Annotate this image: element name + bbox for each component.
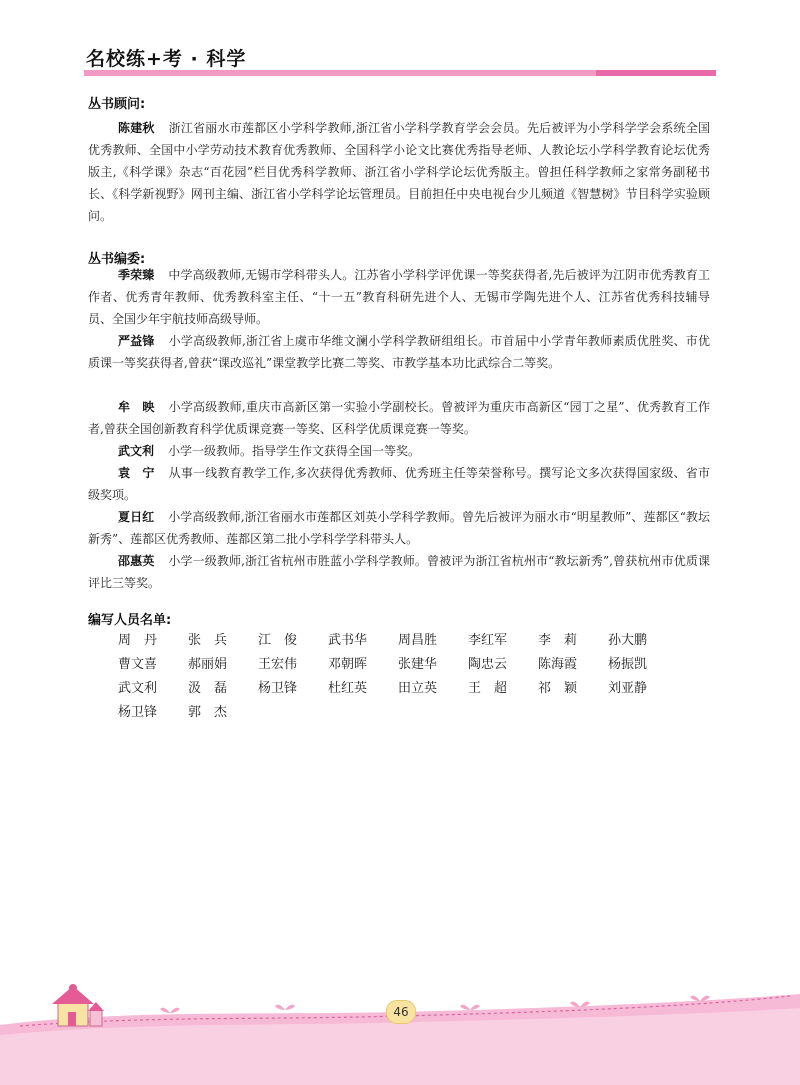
footer-decoration <box>0 980 800 1085</box>
writer-name: 王 超 <box>468 681 508 696</box>
writers-section-title: 编写人员名单: <box>88 613 172 628</box>
writer-name: 杨振凯 <box>608 657 648 672</box>
bio-text: 小学一级教师,浙江省杭州市胜蓝小学科学教师。曾被评为浙江省杭州市“教坛新秀”,曾获杭州市优质课评比三等奖。 <box>88 554 710 590</box>
bio-name: 严益锋 <box>118 334 155 348</box>
bio-paragraph <box>88 440 710 462</box>
bio-text: 中学高级教师,无锡市学科带头人。江苏省小学科学评优课一等奖获得者,先后被评为江阴市优秀教育工作者、优秀青年教师、优秀教科室主任、“十一五”教育科研先进个人、无锡市学陶先进个人、江苏省优秀科技辅导员、全国少年宇航技师高级导师。 <box>88 268 710 326</box>
page-number-badge: 46 <box>386 1000 416 1024</box>
writer-name: 江 俊 <box>258 633 298 648</box>
writer-name: 汲 磊 <box>188 681 228 696</box>
writer-name: 郝丽娟 <box>188 657 228 672</box>
writer-name: 陶忠云 <box>468 657 508 672</box>
editors-section-title: 丛书编委: <box>88 252 146 267</box>
bio-text: 从事一线教育教学工作,多次获得优秀教师、优秀班主任等荣誉称号。撰写论文多次获得国家级、省市级奖项。 <box>88 466 710 502</box>
bio-text: 小学高级教师,重庆市高新区第一实验小学副校长。曾被评为重庆市高新区“园丁之星”、优秀教育工作者,曾获全国创新教育科学优质课竞赛一等奖、区科学优质课竞赛一等奖。 <box>88 400 710 436</box>
writer-name: 祁 颖 <box>538 681 578 696</box>
writer-name: 张 兵 <box>188 633 228 648</box>
bio-name: 季荣臻 <box>118 268 155 282</box>
house-icon <box>52 984 104 1026</box>
bio-paragraph <box>88 264 710 330</box>
page-header-title: 名校练+考 · 科学 <box>86 48 247 70</box>
bio-paragraph <box>88 330 710 374</box>
writer-name: 武文利 <box>118 681 158 696</box>
writer-name: 杨卫锋 <box>118 705 158 720</box>
bio-name: 夏日红 <box>118 510 155 524</box>
bio-paragraph <box>88 462 710 506</box>
bio-text: 小学高级教师,浙江省丽水市莲都区刘英小学科学教师。曾先后被评为丽水市“明星教师”、莲都区“教坛新秀”、莲都区优秀教师、莲都区第二批小学科学学科带头人。 <box>88 510 710 546</box>
bio-name: 武文利 <box>118 444 155 458</box>
bio-text: 小学高级教师,浙江省上虞市华维文澜小学科学教研组组长。市首届中小学青年教师素质优胜奖、市优质课一等奖获得者,曾获“课改巡礼”课堂教学比赛二等奖、市教学基本功比武综合二等奖。 <box>88 334 710 370</box>
writer-name: 刘亚静 <box>608 681 648 696</box>
writer-name: 杜红英 <box>328 681 368 696</box>
writer-name: 武书华 <box>328 633 368 648</box>
writer-name: 田立英 <box>398 681 438 696</box>
bio-name: 陈建秋 <box>118 121 155 135</box>
header-bar-accent <box>596 70 716 76</box>
bio-name: 邵惠英 <box>118 554 155 568</box>
writer-name: 周 丹 <box>118 633 158 648</box>
writer-name: 王宏伟 <box>258 657 298 672</box>
bio-name: 袁 宁 <box>118 466 155 480</box>
writer-name: 郭 杰 <box>188 705 228 720</box>
writer-name: 孙大鹏 <box>608 633 648 648</box>
writer-name: 邓朝晖 <box>328 657 368 672</box>
writer-name: 李红军 <box>468 633 508 648</box>
writer-name: 杨卫锋 <box>258 681 298 696</box>
bio-text: 浙江省丽水市莲都区小学科学教师,浙江省小学科学教育学会会员。先后被评为小学科学学会系统全国优秀教师、全国中小学劳动技术教育优秀教师、全国科学小论文比赛优秀指导老师、人教论坛小学科学教育论坛优秀版主,《科学课》杂志“百花园”栏目优秀科学教师、浙江省小学科学论坛优秀版主。曾担任科学教师之家常务副秘书长、《科学新视野》网刊主编、浙江省小学科学论坛管理员。目前担任中央电视台少儿频道《智慧树》节目科学实验顾问。 <box>88 121 710 223</box>
writer-name: 陈海霞 <box>538 657 578 672</box>
bio-paragraph <box>88 550 710 594</box>
bio-paragraph <box>88 396 710 440</box>
bio-text: 小学一级教师。指导学生作文获得全国一等奖。 <box>168 444 421 458</box>
writers-name-grid <box>118 631 718 723</box>
bio-paragraph <box>88 117 710 227</box>
writer-name: 曹文喜 <box>118 657 158 672</box>
writer-name: 张建华 <box>398 657 438 672</box>
advisor-section-title: 丛书顾问: <box>88 97 146 112</box>
bio-paragraph <box>88 506 710 550</box>
writer-name: 李 莉 <box>538 633 578 648</box>
writer-name: 周昌胜 <box>398 633 438 648</box>
bio-name: 牟 映 <box>118 400 155 414</box>
